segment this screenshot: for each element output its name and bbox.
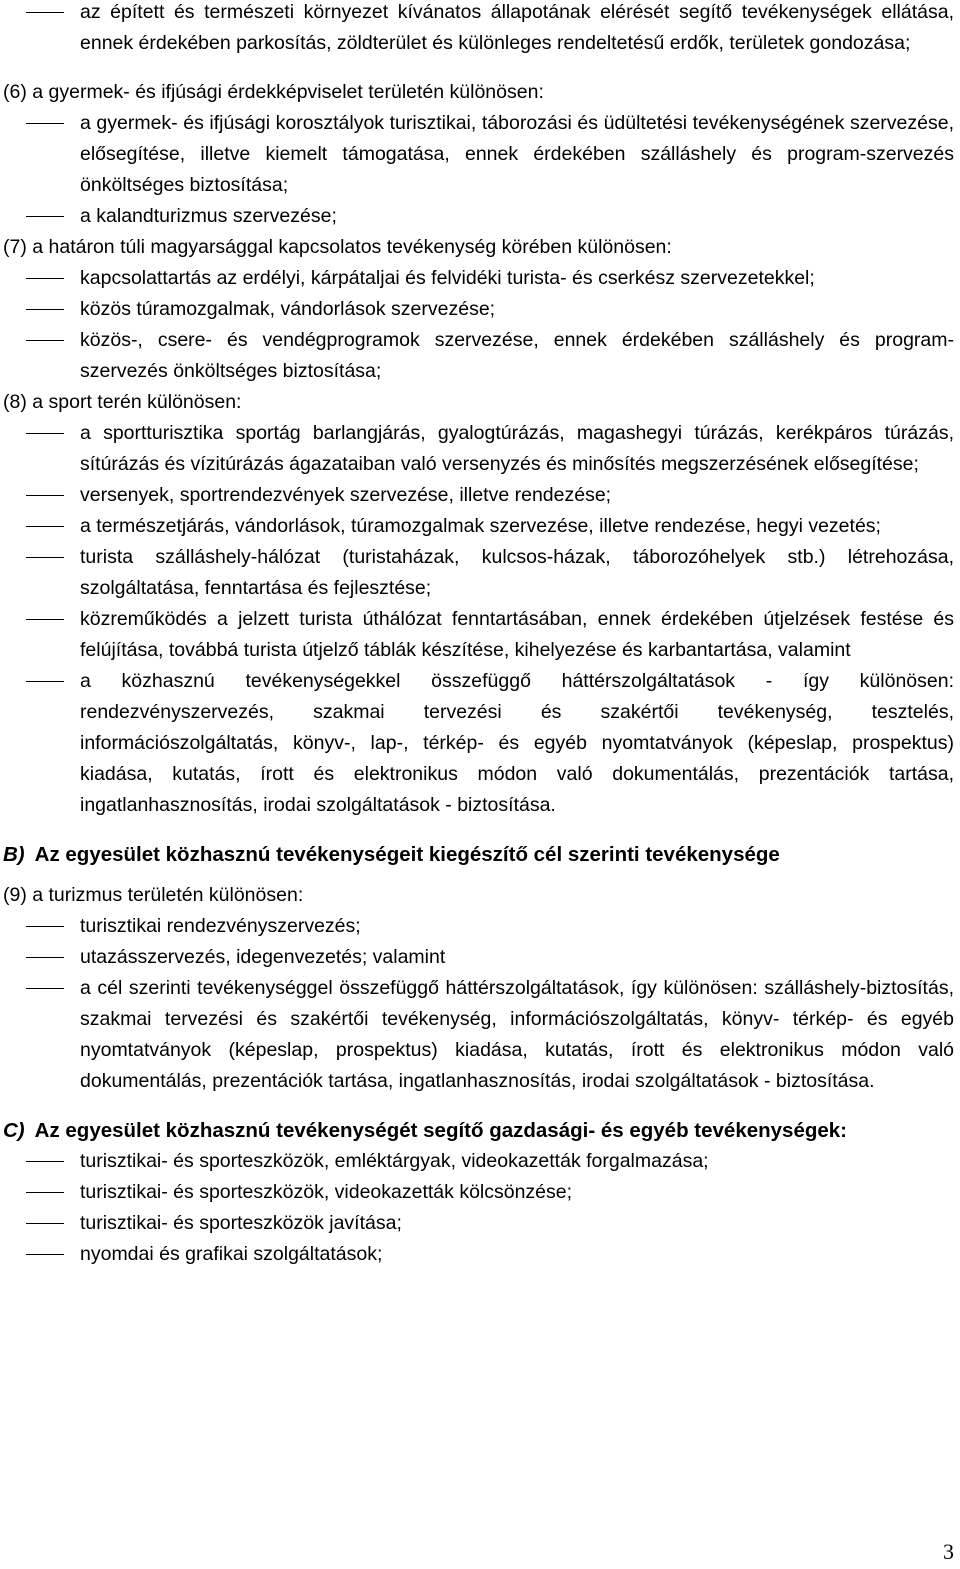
list-item-text: a kalandturizmus szervezése; xyxy=(80,205,337,227)
dash-bullet-icon xyxy=(26,123,64,124)
list-item-text: a gyermek- és ifjúsági korosztályok turisztikai, táborozási és üdültetési tevékenységének szervezése, elősegítése, illetve kiemelt támogatása, ennek érdekében szálláshely és program-szervezés önköltséges biztosítása; xyxy=(80,112,954,196)
list-item-text: versenyek, sportrendezvények szervezése, illetve rendezése; xyxy=(80,484,612,506)
list-item-text: az épített és természeti környezet kívánatos állapotának elérését segítő tevékenységek ellátása, ennek érdekében parkosítás, zöldterület és különleges rendeltetésű erdők, területek gondozása; xyxy=(80,1,954,54)
list-item xyxy=(0,325,960,387)
dash-bullet-icon xyxy=(26,988,64,989)
list-item-text: turisztikai- és sporteszközök javítása; xyxy=(80,1212,402,1234)
dash-bullet-icon xyxy=(26,1161,64,1162)
list-item-text: közös-, csere- és vendégprogramok szervezése, ennek érdekében szálláshely és program-szervezés önköltséges biztosítása; xyxy=(80,329,954,382)
list-item xyxy=(0,294,960,325)
list-item xyxy=(0,1208,960,1239)
dash-bullet-icon xyxy=(26,216,64,217)
dash-bullet-icon xyxy=(26,957,64,958)
list-item-text: a sportturisztika sportág barlangjárás, gyalogtúrázás, magashegyi túrázás, kerékpáros túrázás, sítúrázás és vízitúrázás ágazataiban való versenyzés és minősítés megszerzésének elősegítése; xyxy=(80,422,954,475)
dash-bullet-icon xyxy=(26,12,64,13)
list-item xyxy=(0,418,960,480)
section-title-text: Az egyesület közhasznú tevékenységét segítő gazdasági- és egyéb tevékenységek: xyxy=(34,1119,848,1142)
list-item xyxy=(0,973,960,1097)
list-item-text: turisztikai- és sporteszközök, emléktárgyak, videokazetták forgalmazása; xyxy=(80,1150,709,1172)
list-item xyxy=(0,1239,960,1270)
dash-bullet-icon xyxy=(26,681,64,682)
list-item-text: a közhasznú tevékenységekkel összefüggő háttérszolgáltatások - így különösen: rendezvényszervezés, szakmai tervezési és szakértői tevékenység, tesztelés, információszolgáltatás, könyv-, lap-, térkép- és egyéb nyomtatványok (képeslap, prospektus) kiadása, kutatás, írott és elektronikus módon való dokumentálás, prezentációk tartása, ingatlanhasznosítás, irodai szolgáltatások - biztosítása. xyxy=(80,670,954,816)
list-item xyxy=(0,911,960,942)
list-item xyxy=(0,511,960,542)
dash-bullet-icon xyxy=(26,926,64,927)
dash-bullet-icon xyxy=(26,1223,64,1224)
section-letter: B) xyxy=(3,843,25,866)
section-heading: (8) a sport terén különösen: xyxy=(3,391,242,413)
dash-bullet-icon xyxy=(26,619,64,620)
list-item xyxy=(0,942,960,973)
dash-bullet-icon xyxy=(26,340,64,341)
list-item xyxy=(0,1146,960,1177)
dash-bullet-icon xyxy=(26,278,64,279)
list-item-text: utazásszervezés, idegenvezetés; valamint xyxy=(80,946,446,968)
list-item-text: turisztikai rendezvényszervezés; xyxy=(80,915,361,937)
section-heading: (7) a határon túli magyarsággal kapcsolatos tevékenység körében különösen: xyxy=(3,236,672,258)
dash-bullet-icon xyxy=(26,526,64,527)
list-item-text: kapcsolattartás az erdélyi, kárpátaljai és felvidéki turista- és cserkész szervezetekkel; xyxy=(80,267,815,289)
section-title-text: Az egyesület közhasznú tevékenységeit kiegészítő cél szerinti tevékenysége xyxy=(34,843,780,866)
dash-bullet-icon xyxy=(26,495,64,496)
list-item-text: turisztikai- és sporteszközök, videokazetták kölcsönzése; xyxy=(80,1181,573,1203)
list-item xyxy=(0,263,960,294)
list-item-text: turista szálláshely-hálózat (turistaházak, kulcsos-házak, táborozóhelyek stb.) létrehozása, szolgáltatása, fenntartása és fejlesztése; xyxy=(80,546,954,599)
dash-bullet-icon xyxy=(26,309,64,310)
list-item xyxy=(0,604,960,666)
section-heading: (9) a turizmus területén különösen: xyxy=(3,884,304,906)
dash-bullet-icon xyxy=(26,557,64,558)
list-item xyxy=(0,201,960,232)
list-item xyxy=(0,480,960,511)
section-heading: (6) a gyermek- és ifjúsági érdekképviselet területén különösen: xyxy=(3,81,544,103)
list-item xyxy=(0,0,960,59)
list-item-text: közreműködés a jelzett turista úthálózat fenntartásában, ennek érdekében útjelzések festése és felújítása, továbbá turista útjelző táblák készítése, kihelyezése és karbantartása, valamint xyxy=(80,608,954,661)
dash-bullet-icon xyxy=(26,1192,64,1193)
section-letter: C) xyxy=(3,1119,25,1142)
section-title-c xyxy=(0,1115,960,1146)
page-number: 3 xyxy=(943,1539,954,1564)
list-item xyxy=(0,1177,960,1208)
dash-bullet-icon xyxy=(26,1254,64,1255)
section-title-b xyxy=(0,839,960,870)
list-item-text: nyomdai és grafikai szolgáltatások; xyxy=(80,1243,383,1265)
dash-bullet-icon xyxy=(26,433,64,434)
list-item xyxy=(0,666,960,821)
list-item-text: közös túramozgalmak, vándorlások szervezése; xyxy=(80,298,496,320)
list-item-text: a természetjárás, vándorlások, túramozgalmak szervezése, illetve rendezése, hegyi vezetés; xyxy=(80,515,881,537)
list-item-text: a cél szerinti tevékenységgel összefüggő háttérszolgáltatások, így különösen: szálláshely-biztosítás, szakmai tervezési és szakértői tevékenység, információszolgáltatás, könyv- térkép- és egyéb nyomtatványok (képeslap, prospektus) kiadása, kutatás, írott és elektronikus módon való dokumentálás, prezentációk tartása, ingatlanhasznosítás, irodai szolgáltatások - biztosítása. xyxy=(80,977,954,1092)
list-item xyxy=(0,542,960,604)
list-item xyxy=(0,108,960,201)
